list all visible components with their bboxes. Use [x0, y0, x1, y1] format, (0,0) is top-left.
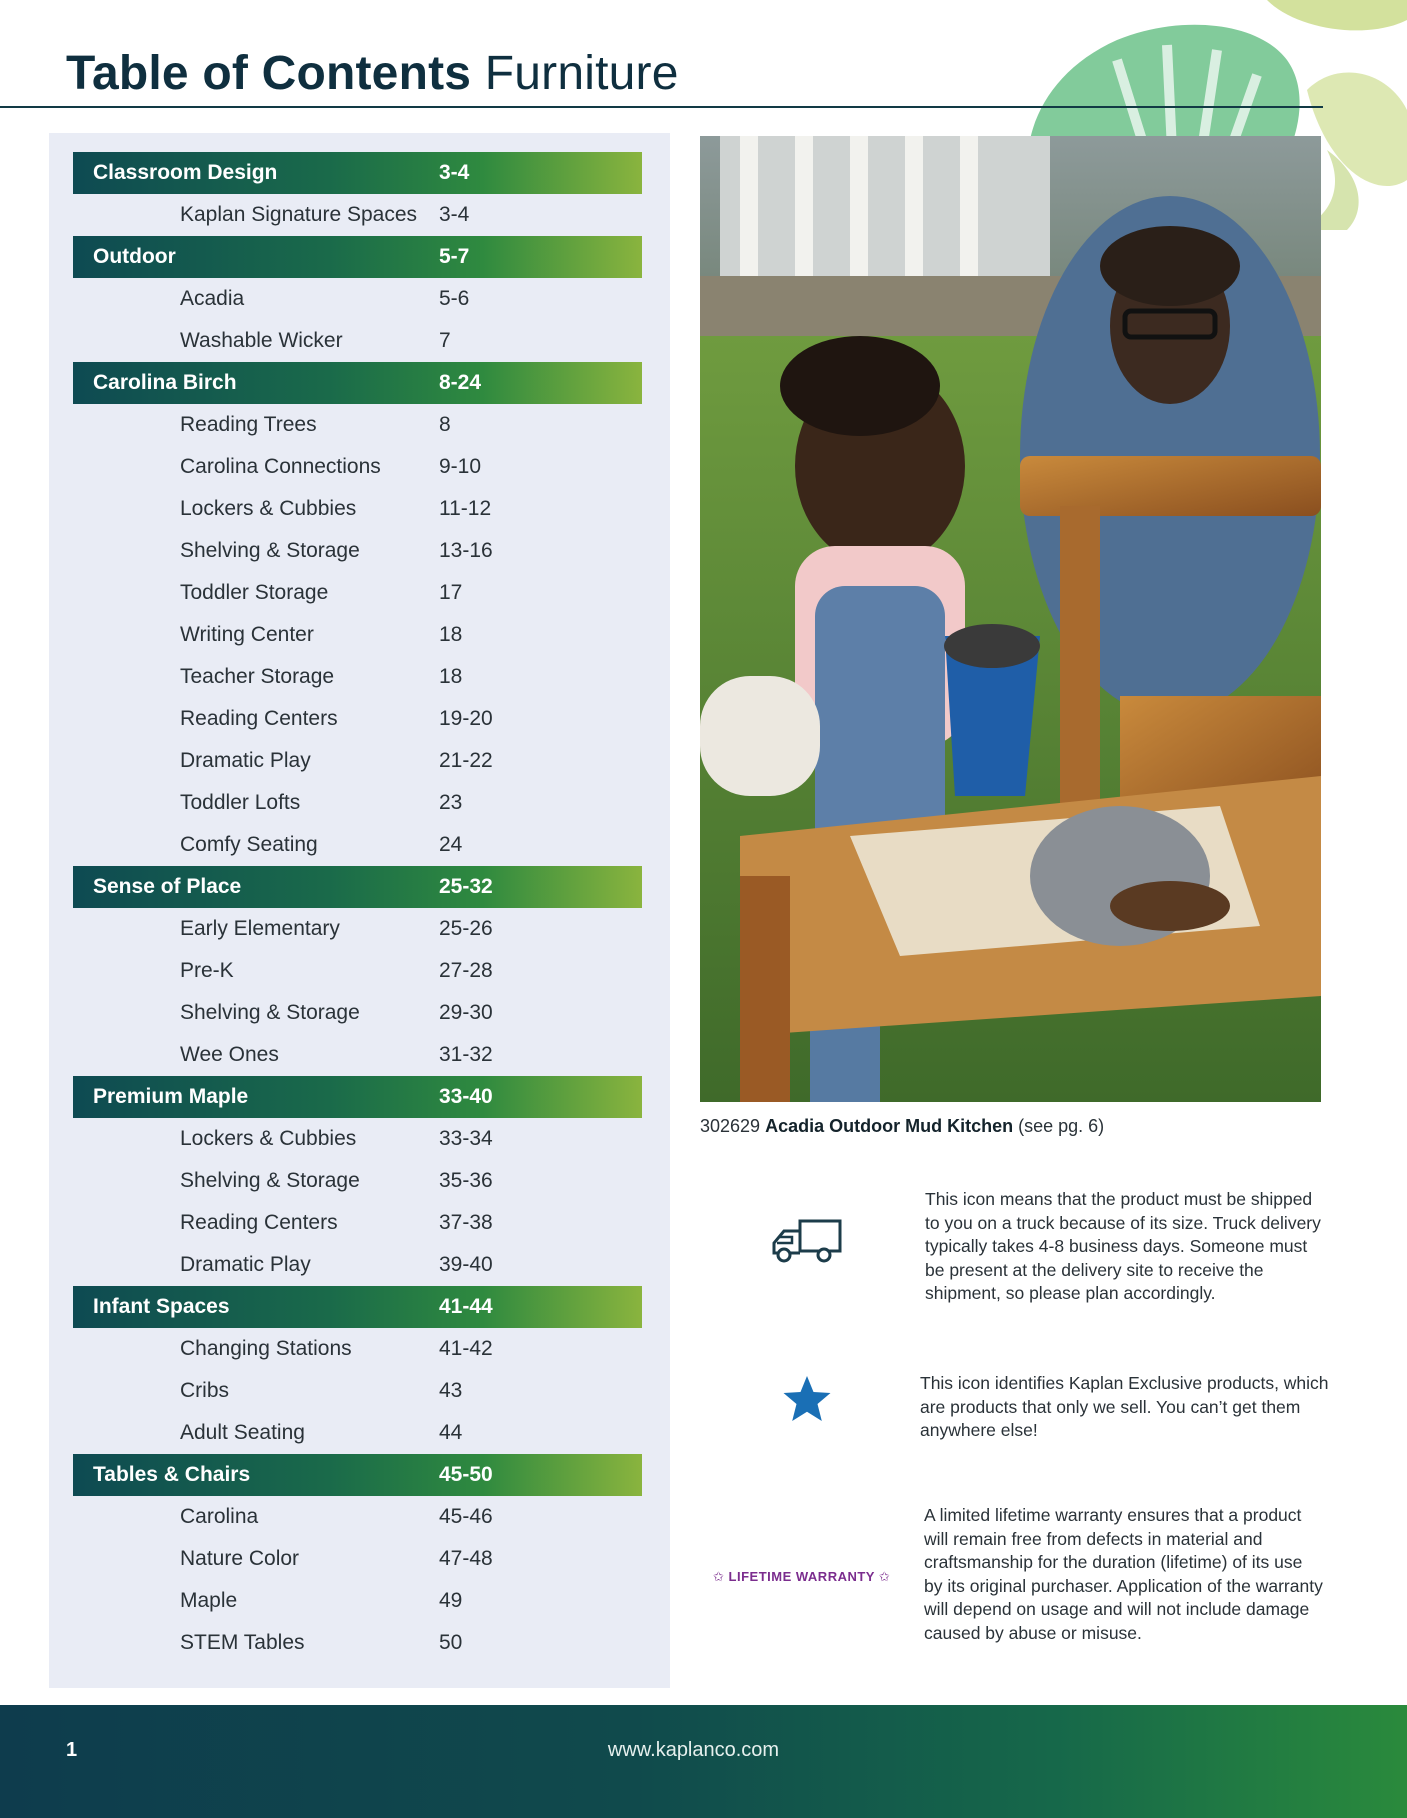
toc-item-name: Toddler Lofts — [180, 791, 301, 814]
toc-item-row — [73, 1328, 642, 1370]
toc-item-pages: 3-4 — [439, 203, 470, 226]
toc-item-name: Shelving & Storage — [180, 539, 360, 562]
page-title — [66, 46, 679, 101]
toc-section-row — [73, 152, 642, 194]
toc-item-name: Pre-K — [180, 959, 234, 982]
page-number: 1 — [66, 1739, 78, 1761]
toc-item-name: Writing Center — [180, 623, 314, 646]
toc-item-name: Shelving & Storage — [180, 1169, 360, 1192]
toc-section-row — [73, 866, 642, 908]
toc-item-name: Reading Centers — [180, 707, 338, 730]
toc-section-pages: 8-24 — [439, 371, 482, 394]
toc-item-row — [73, 572, 642, 614]
star-icon — [782, 1375, 832, 1428]
footer-url[interactable]: www.kaplanco.com — [607, 1739, 780, 1761]
toc-item-row — [73, 614, 642, 656]
toc-item-name: Nature Color — [180, 1547, 300, 1570]
photo-caption — [700, 1116, 1104, 1137]
toc-item-name: Washable Wicker — [180, 329, 343, 352]
toc-item-pages: 7 — [439, 329, 451, 352]
toc-item-pages: 43 — [439, 1379, 463, 1402]
truck-legend-text: This icon means that the product must be shipped to you on a truck because of its size. Truck delivery typically takes 4-8 business days. Someone must be present at the delivery site to receive the shipment, so please plan accordingly. — [925, 1189, 1321, 1303]
toc-item-row — [73, 698, 642, 740]
toc-item-row — [73, 1412, 642, 1454]
toc-item-pages: 50 — [439, 1631, 463, 1654]
toc-item-name: Toddler Storage — [180, 581, 329, 604]
toc-item-row — [73, 824, 642, 866]
toc-section-name: Carolina Birch — [93, 371, 237, 394]
toc-item-name: Shelving & Storage — [180, 1001, 360, 1024]
toc-section-name: Tables & Chairs — [93, 1463, 251, 1486]
toc-item-name: Carolina Connections — [180, 455, 381, 478]
header-divider — [0, 106, 1323, 108]
toc-item-name: Kaplan Signature Spaces — [180, 203, 417, 226]
toc-item-row — [73, 782, 642, 824]
warranty-star-icon: ✩ — [713, 1569, 725, 1584]
toc-item-name: STEM Tables — [180, 1631, 305, 1654]
toc-section-name: Outdoor — [93, 245, 176, 268]
toc-section-pages: 33-40 — [439, 1085, 493, 1108]
toc-item-name: Cribs — [180, 1379, 230, 1402]
toc-item-name: Early Elementary — [180, 917, 340, 940]
toc-item-row — [73, 1538, 642, 1580]
toc-item-name: Wee Ones — [180, 1043, 279, 1066]
toc-item-pages: 19-20 — [439, 707, 493, 730]
toc-item-row — [73, 1580, 642, 1622]
toc-item-row — [73, 1160, 642, 1202]
toc-item-pages: 21-22 — [439, 749, 493, 772]
toc-item-name: Lockers & Cubbies — [180, 1127, 357, 1150]
toc-section-pages: 3-4 — [439, 161, 470, 184]
toc-item-name: Reading Centers — [180, 1211, 338, 1234]
toc-item-pages: 29-30 — [439, 1001, 493, 1024]
toc-item-row — [73, 1244, 642, 1286]
toc-item-row — [73, 992, 642, 1034]
star-legend-text: This icon identifies Kaplan Exclusive products, which are products that only we sell. You can’t get them anywhere else! — [920, 1373, 1329, 1440]
warranty-legend-text: A limited lifetime warranty ensures that a product will remain free from defects in material and craftsmanship for the duration (lifetime) of its use by its original purchaser. Application of the warranty will depend on usage and will not include damage caused by abuse or misuse. — [924, 1505, 1323, 1643]
toc-item-pages: 9-10 — [439, 455, 482, 478]
toc-item-row — [73, 740, 642, 782]
toc-item-pages: 23 — [439, 791, 463, 814]
caption-ref: (see pg. 6) — [1018, 1116, 1105, 1136]
toc-item-pages: 35-36 — [439, 1169, 493, 1192]
caption-product: Acadia Outdoor Mud Kitchen — [765, 1116, 1014, 1136]
toc-item-pages: 5-6 — [439, 287, 470, 310]
toc-item-name: Dramatic Play — [180, 749, 311, 772]
toc-item-row — [73, 278, 642, 320]
toc-section-row — [73, 1076, 642, 1118]
toc-item-row — [73, 1118, 642, 1160]
toc-item-row — [73, 1202, 642, 1244]
toc-item-pages: 18 — [439, 665, 463, 688]
toc-section-row — [73, 362, 642, 404]
toc-panel — [49, 133, 670, 1688]
toc-item-pages: 13-16 — [439, 539, 493, 562]
toc-item-name: Comfy Seating — [180, 833, 318, 856]
toc-section-row — [73, 1286, 642, 1328]
toc-item-pages: 45-46 — [439, 1505, 493, 1528]
toc-item-name: Carolina — [180, 1505, 259, 1528]
toc-item-pages: 41-42 — [439, 1337, 493, 1360]
toc-item-pages: 31-32 — [439, 1043, 493, 1066]
product-photo — [700, 136, 1321, 1102]
toc-item-name: Maple — [180, 1589, 238, 1612]
toc-section-name: Premium Maple — [93, 1085, 249, 1108]
toc-item-row — [73, 404, 642, 446]
toc-item-pages: 11-12 — [439, 497, 492, 520]
title-light: Furniture — [484, 47, 679, 100]
toc-item-name: Adult Seating — [180, 1421, 305, 1444]
toc-item-pages: 37-38 — [439, 1211, 493, 1234]
toc-item-pages: 33-34 — [439, 1127, 493, 1150]
toc-item-row — [73, 1622, 642, 1664]
toc-item-pages: 18 — [439, 623, 463, 646]
warranty-label: LIFETIME WARRANTY — [728, 1569, 875, 1584]
toc-item-pages: 8 — [439, 413, 451, 436]
toc-item-row — [73, 908, 642, 950]
toc-item-name: Teacher Storage — [180, 665, 335, 688]
toc-item-name: Dramatic Play — [180, 1253, 311, 1276]
caption-number: 302629 — [700, 1116, 761, 1136]
toc-section-name: Classroom Design — [93, 161, 278, 184]
footer — [0, 1705, 1407, 1818]
toc-section-pages: 25-32 — [439, 875, 493, 898]
toc-item-pages: 24 — [439, 833, 463, 856]
toc-item-pages: 27-28 — [439, 959, 493, 982]
toc-item-row — [73, 320, 642, 362]
toc-item-row — [73, 446, 642, 488]
toc-item-name: Lockers & Cubbies — [180, 497, 357, 520]
toc-item-row — [73, 1370, 642, 1412]
toc-section-name: Sense of Place — [93, 875, 242, 898]
toc-item-row — [73, 950, 642, 992]
toc-item-row — [73, 1496, 642, 1538]
toc-item-pages: 17 — [439, 581, 463, 604]
toc-item-row — [73, 530, 642, 572]
toc-item-pages: 39-40 — [439, 1253, 493, 1276]
toc-item-row — [73, 488, 642, 530]
toc-item-pages: 25-26 — [439, 917, 493, 940]
toc-item-name: Reading Trees — [180, 413, 317, 436]
toc-item-row — [73, 1034, 642, 1076]
toc-item-name: Acadia — [180, 287, 245, 310]
toc-item-row — [73, 656, 642, 698]
truck-icon — [768, 1215, 844, 1270]
toc-section-row — [73, 1454, 642, 1496]
toc-item-row — [73, 194, 642, 236]
toc-section-pages: 45-50 — [439, 1463, 493, 1486]
toc-section-pages: 5-7 — [439, 245, 470, 268]
toc-item-pages: 49 — [439, 1589, 463, 1612]
toc-section-row — [73, 236, 642, 278]
title-bold: Table of Contents — [66, 47, 472, 100]
toc-section-pages: 41-44 — [439, 1295, 493, 1318]
toc-item-pages: 44 — [439, 1421, 463, 1444]
lifetime-warranty-badge — [713, 1569, 890, 1585]
toc-list — [73, 152, 642, 1664]
toc-item-pages: 47-48 — [439, 1547, 493, 1570]
toc-item-name: Changing Stations — [180, 1337, 352, 1360]
warranty-star-icon: ✩ — [878, 1569, 891, 1584]
toc-section-name: Infant Spaces — [93, 1295, 230, 1318]
